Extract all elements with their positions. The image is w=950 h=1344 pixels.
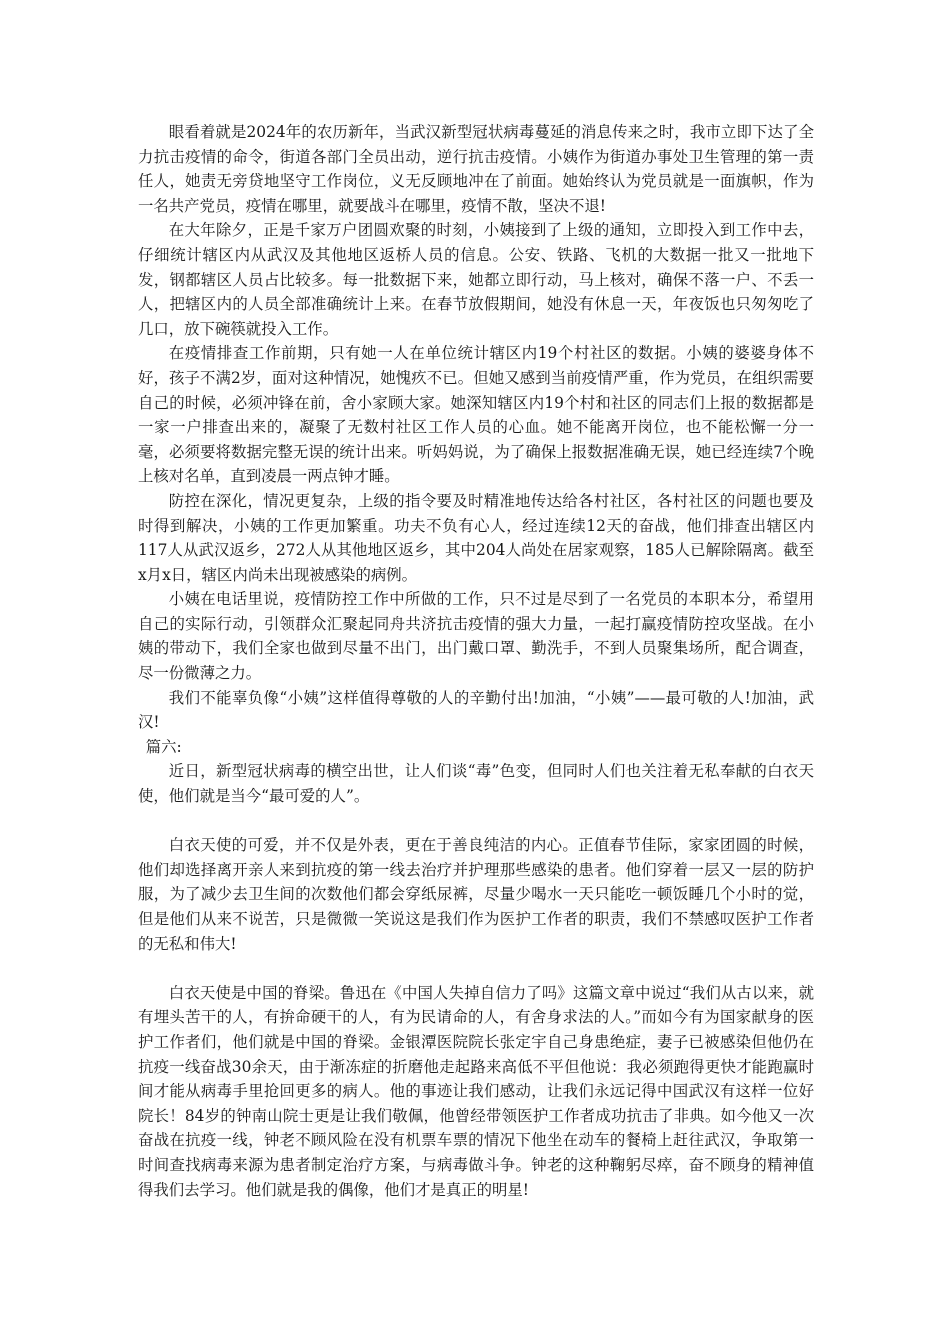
section-paragraph-1: 近日，新型冠状病毒的横空出世，让人们谈“毒”色变，但同时人们也关注着无私奉献的白衣天使，他们就是当今“最可爱的人”。 <box>138 762 814 806</box>
paragraph-2: 在大年除夕，正是千家万户团圆欢聚的时刻，小姨接到了上级的通知，立即投入到工作中去，仔细统计辖区内从武汉及其他地区返桥人员的信息。公安、铁路、飞机的大数据一批又一批地下发，钢都辖区人员占比较多。每一批数据下来，她都立即行动，马上核对，确保不落一户、不丢一人，把辖区内的人员全部准确统计上来。在春节放假期间，她没有休息一天，年夜饭也只匆匆吃了几口，放下碗筷就投入工作。 <box>138 221 814 338</box>
paragraph-3: 在疫情排查工作前期，只有她一人在单位统计辖区内19个村社区的数据。小姨的婆婆身体不好，孩子不满2岁，面对这种情况，她愧疚不已。但她又感到当前疫情严重，作为党员，在组织需要自己的时候，必须冲锋在前，舍小家顾大家。她深知辖区内19个村和社区的同志们上报的数据都是一家一户排查出来的，凝聚了无数村社区工作人员的心血。她不能离开岗位，也不能松懈一分一毫，必须要将数据完整无误的统计出来。听妈妈说，为了确保上报数据准确无误，她已经连续7个晚上核对名单，直到凌晨一两点钟才睡。 <box>138 344 814 486</box>
blank-line <box>138 809 814 834</box>
section-label: 篇六: <box>145 737 182 756</box>
section-paragraph-3: 白衣天使是中国的脊梁。鲁迅在《中国人失掉自信力了吗》这篇文章中说过“我们从古以来，就有埋头苦干的人，有拚命硬干的人，有为民请命的人，有舍身求法的人。”而如今有为国家献身的医护工作者们，他们就是中国的脊梁。金银潭医院院长张定宇自己身患绝症，妻子已被感染但他仍在抗疫一线奋战30余天，由于渐冻症的折磨他走起路来高低不平但他说：我必须跑得更快才能跑赢时间才能从病毒手里抢回更多的病人。他的事迹让我们感动，让我们永远记得中国武汉有这样一位好院长！84岁的钟南山院士更是让我们敬佩，他曾经带领医护工作者成功抗击了非典。如今他又一次奋战在抗疫一线，钟老不顾风险在没有机票车票的情况下他坐在动车的餐椅上赶往武汉，争取第一时间查找病毒来源为患者制定治疗方案，与病毒做斗争。钟老的这种鞠躬尽瘁，奋不顾身的精神值得我们去学习。他们就是我的偶像，他们才是真正的明星! <box>138 983 814 1199</box>
paragraph-1: 眼看着就是2024年的农历新年，当武汉新型冠状病毒蔓延的消息传来之时，我市立即下达了全力抗击疫情的命令，街道各部门全员出动，逆行抗击疫情。小姨作为街道办事处卫生管理的第一责任人，她责无旁贷地坚守工作岗位，义无反顾地冲在了前面。她始终认为党员就是一面旗帜，作为一名共产党员，疫情在哪里，就要战斗在哪里，疫情不散，坚决不退! <box>138 123 814 215</box>
paragraph-5: 小姨在电话里说，疫情防控工作中所做的工作，只不过是尽到了一名党员的本职本分，希望用自己的实际行动，引领群众汇聚起同舟共济抗击疫情的强大力量，一起打赢疫情防控攻坚战。在小姨的带动下，我们全家也做到尽量不出门，出门戴口罩、勤洗手，不到人员聚集场所，配合调查，尽一份微薄之力。 <box>138 590 814 683</box>
document-body <box>138 120 814 1202</box>
blank-line <box>138 956 814 981</box>
paragraph-4: 防控在深化，情况更复杂，上级的指令要及时精准地传达给各村社区，各村社区的问题也要及时得到解决，小姨的工作更加繁重。功夫不负有心人，经过连续12天的奋战，他们排查出辖区内117人从武汉返乡，272人从其他地区返乡，其中204人尚处在居家观察，185人已解除隔离。截至x月x日，辖区内尚未出现被感染的病例。 <box>138 491 814 584</box>
section-paragraph-2: 白衣天使的可爱，并不仅是外表，更在于善良纯洁的内心。正值春节佳际，家家团圆的时候，他们却选择离开亲人来到抗疫的第一线去治疗并护理那些感染的患者。他们穿着一层又一层的防护服，为了减少去卫生间的次数他们都会穿纸尿裤，尽量少喝水一天只能吃一顿饭睡几个小时的觉，但是他们从来不说苦，只是微微一笑说这是我们作为医护工作者的职责，我们不禁感叹医护工作者的无私和伟大! <box>138 836 814 953</box>
paragraph-6: 我们不能辜负像“小姨”这样值得尊敬的人的辛勤付出!加油，“小姨”——最可敬的人!加油，武汉! <box>138 688 814 732</box>
